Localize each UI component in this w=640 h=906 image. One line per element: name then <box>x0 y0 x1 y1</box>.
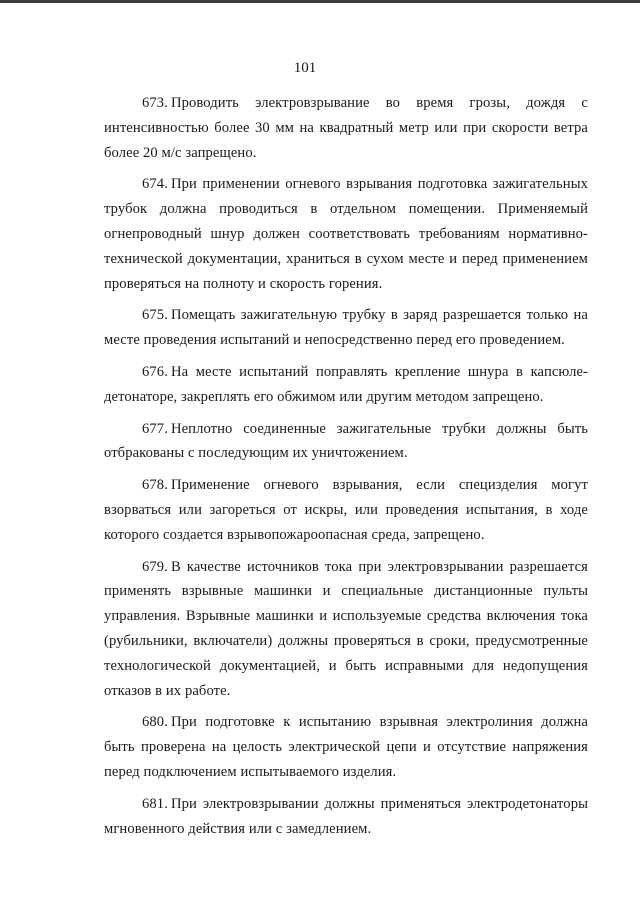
scan-top-edge <box>0 0 640 3</box>
paragraph-text: При применении огневого взрывания подготовка зажигательных трубок должна проводиться в отдельном помещении. Применяемый огнепроводный шнур должен соответствовать требованиям нормативно-технической документации, храниться в сухом месте и перед применением проверяться на полноту и скорость горения. <box>104 176 588 292</box>
paragraph-677 <box>104 417 588 467</box>
paragraph-681 <box>104 792 588 842</box>
paragraph-text: Проводить электровзрывание во время грозы, дождя с интенсивностью более 30 мм на квадратный метр или при скорости ветра более 20 м/с запрещено. <box>104 95 588 161</box>
paragraph-number: 673. <box>142 95 168 111</box>
paragraph-number: 674. <box>142 176 168 193</box>
paragraph-text: Помещать зажигательную трубку в заряд разрешается только на месте проведения испытаний и непосредственно перед его проведением. <box>104 307 588 349</box>
paragraph-number: 679. <box>142 558 168 575</box>
paragraph-text: При подготовке к испытанию взрывная электролиния должна быть проверена на целость электрической цепи и отсутствие напряжения перед подключением испытываемого изделия. <box>104 714 588 780</box>
page-number: 101 <box>293 60 317 76</box>
paragraph-675 <box>104 303 588 353</box>
paragraph-number: 677. <box>142 420 168 437</box>
paragraph-number: 681. <box>142 795 168 812</box>
paragraph-number: 678. <box>142 477 168 494</box>
paragraph-674 <box>104 172 588 296</box>
paragraph-text: Неплотно соединенные зажигательные трубки должны быть отбракованы с последующим их уничтожением. <box>104 420 588 462</box>
paragraph-number: 676. <box>142 363 168 380</box>
paragraph-679 <box>104 555 588 704</box>
paragraph-text: На месте испытаний поправлять крепление шнура в капсюле-детонаторе, закреплять его обжимом или другим методом запрещено. <box>104 363 588 405</box>
paragraph-673 <box>104 91 588 165</box>
paragraph-text: Применение огневого взрывания, если специзделия могут взорваться или загореться от искры, или проведения испытания, в ходе которого создается взрывопожароопасная среда, запрещено. <box>104 477 588 543</box>
paragraph-text: При электровзрывании должны применяться электродетонаторы мгновенного действия или с замедлением. <box>104 795 588 837</box>
paragraph-678 <box>104 473 588 547</box>
paragraph-680 <box>104 710 588 784</box>
paragraph-number: 680. <box>142 714 168 731</box>
document-body <box>104 91 588 848</box>
paragraph-676 <box>104 360 588 410</box>
paragraph-number: 675. <box>142 307 168 324</box>
paragraph-text: В качестве источников тока при электровзрывании разрешается применять взрывные машинки и специальные дистанционные пульты управления. Взрывные машинки и используемые средства включения тока (рубильники, включатели) должны проверяться в сроки, предусмотренные технологической документацией, и быть исправными для недопущения отказов в их работе. <box>104 558 588 699</box>
